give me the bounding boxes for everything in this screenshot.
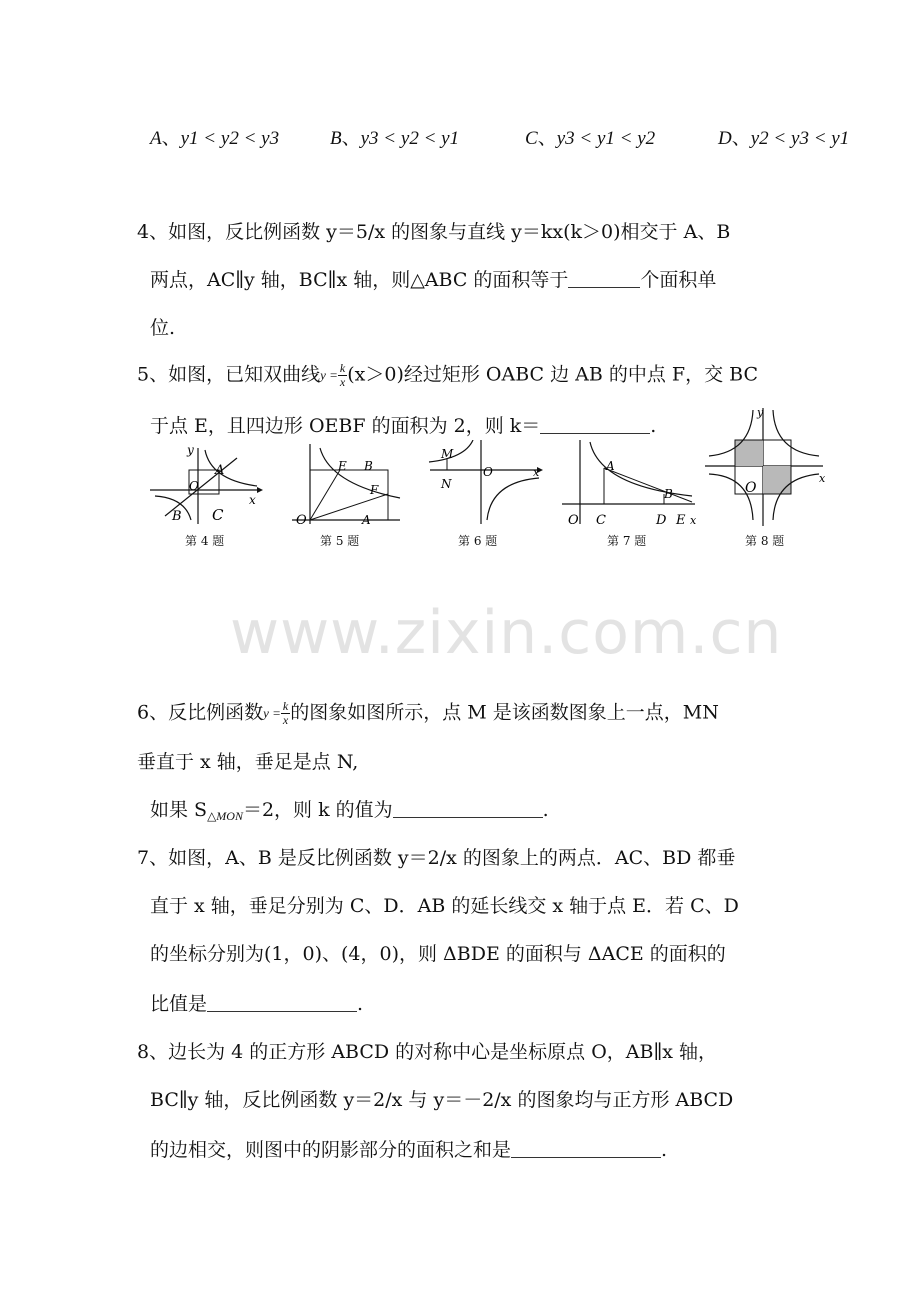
- q6-text-3-pre: 如果 S: [150, 799, 208, 821]
- q4-text-3: 位.: [150, 317, 176, 339]
- fig6-label-n: N: [441, 477, 452, 491]
- figure-6: [425, 440, 545, 524]
- q5-number: 5: [137, 363, 150, 386]
- q5-text-2: 于点 E，且四边形 OEBF 的面积为 2，则 k＝: [150, 415, 541, 437]
- fig5-label-e: E: [338, 459, 347, 473]
- fig4-label-c: C: [212, 506, 224, 524]
- q3-option-d-label: D: [718, 128, 732, 149]
- q6-line1: 6、反比例函数y = $\frac{k}{x}$ 的图象如图所示，点 M 是该函数图象上一点，MN: [137, 699, 719, 727]
- q8-text-3: 的边相交，则图中的阴影部分的面积之和是: [150, 1139, 512, 1161]
- fig7-label-e: E: [676, 513, 686, 524]
- caption-fig5: 第 5 题: [320, 534, 360, 548]
- fig7-label-d: D: [656, 513, 667, 524]
- fig4-label-b: B: [172, 509, 182, 524]
- fig7-label-o: O: [568, 513, 579, 524]
- q6-text-3-tail: .: [542, 799, 549, 821]
- q3-option-a-text: y1 < y2 < y3: [180, 128, 280, 149]
- q8-line2: [150, 1088, 733, 1112]
- figure-8: [705, 408, 830, 526]
- q3-option-a-label: A: [150, 128, 162, 149]
- fig4-label-y: y: [187, 443, 194, 457]
- q4-text-1: 如图，反比例函数 y＝5/x 的图象与直线 y＝kx(k＞0)相交于 A、B: [168, 221, 731, 243]
- q8-number: 8: [137, 1041, 150, 1063]
- fig7-label-a: A: [606, 459, 615, 473]
- fig4-line-kx: [165, 458, 237, 516]
- q5-text-1-pre: 如图，已知双曲线: [168, 363, 321, 386]
- figure-4: [145, 440, 265, 524]
- q8-answer-blank[interactable]: [511, 1139, 661, 1158]
- figure-5: [290, 440, 405, 524]
- q6-formula-fraction: [281, 700, 290, 727]
- q6-text-1-pre: 反比例函数: [168, 701, 264, 724]
- q7-answer-blank[interactable]: [207, 993, 357, 1012]
- q6-text-1-post: 的图象如图所示，点 M 是该函数图象上一点，MN: [290, 701, 719, 724]
- q3-option-d-text: y2 < y3 < y1: [750, 128, 850, 149]
- q5-text-2-tail: .: [650, 415, 657, 437]
- q3-option-b: B、y3 < y2 < y1: [330, 127, 460, 149]
- fig4-label-x: x: [249, 493, 256, 507]
- q8-text-1: 边长为 4 的正方形 ABCD 的对称中心是坐标原点 O，AB∥x 轴，: [168, 1041, 717, 1063]
- q5-formula-x: x: [339, 375, 346, 389]
- q7-text-2: 直于 x 轴，垂足分别为 C、D．AB 的延长线交 x 轴于点 E．若 C、D: [150, 895, 739, 917]
- q5-line1: 5、如图，已知双曲线y = $\frac{k}{x}$ (x＞0)经过矩形 OABC 边 AB 的中点 F，交 BC: [137, 361, 758, 389]
- fig8-hyperbola-q1: [773, 410, 819, 456]
- fig6-label-x: x: [533, 466, 540, 479]
- q8-text-3-tail: .: [661, 1139, 668, 1161]
- fig7-label-b: B: [664, 487, 673, 501]
- q7-number: 7: [137, 847, 150, 869]
- fig8-label-x: x: [819, 472, 826, 485]
- q6-formula-lhs: y =: [263, 705, 281, 721]
- q3-option-c: C、y3 < y1 < y2: [525, 127, 656, 149]
- q4-text-2: 两点，AC∥y 轴，BC∥x 轴，则△ABC 的面积等于: [150, 269, 569, 291]
- q7-line3: [150, 942, 726, 966]
- q3-option-c-text: y3 < y1 < y2: [556, 128, 656, 149]
- fig8-label-y: y: [757, 408, 764, 419]
- q4-line2: [150, 268, 716, 292]
- fig7-line-ae: [604, 468, 692, 502]
- q7-text-4: 比值是: [150, 993, 208, 1015]
- q7-line2: [150, 894, 739, 918]
- q3-option-d: D、y2 < y3 < y1: [718, 127, 850, 149]
- q8-line1: 8、边长为 4 的正方形 ABCD 的对称中心是坐标原点 O，AB∥x 轴，: [137, 1041, 717, 1063]
- fig6-label-o: O: [483, 465, 493, 479]
- fig4-hyperbola-q1: [205, 450, 257, 486]
- q7-text-3: 的坐标分别为(1，0)、(4，0)，则 ΔBDE 的面积与 ΔACE 的面积的: [150, 943, 726, 965]
- caption-fig7: 第 7 题: [607, 534, 647, 548]
- q7-text-4-tail: .: [357, 993, 364, 1015]
- q8-line3: [150, 1138, 667, 1162]
- fig7-label-x: x: [690, 514, 697, 524]
- q6-text-3-post: ＝2，则 k 的值为: [242, 799, 393, 821]
- q5-answer-blank[interactable]: [540, 415, 650, 434]
- figure-7: [560, 440, 700, 524]
- fig6-label-m: M: [441, 447, 454, 461]
- q6-answer-blank[interactable]: [393, 799, 543, 818]
- q5-line2: [150, 414, 656, 438]
- q7-line1: 7、如图，A、B 是反比例函数 y＝2/x 的图象上的两点．AC、BD 都垂: [137, 847, 736, 869]
- q3-option-b-label: B: [330, 128, 342, 149]
- q8-text-2: BC∥y 轴，反比例函数 y＝2/x 与 y＝－2/x 的图象均与正方形 ABCD: [150, 1089, 734, 1111]
- q3-option-a: A、y1 < y2 < y3: [150, 127, 280, 149]
- caption-fig6: 第 6 题: [458, 534, 498, 548]
- q4-answer-blank[interactable]: [568, 269, 640, 288]
- q6-line3: [150, 798, 549, 828]
- fig4-x-arrow: [257, 487, 263, 493]
- q6-text-2: 垂直于 x 轴，垂足是点 N,: [137, 751, 359, 773]
- q4-number: 4: [137, 221, 150, 243]
- fig4-label-a: A: [215, 463, 225, 478]
- q5-text-1-post: (x＞0)经过矩形 OABC 边 AB 的中点 F，交 BC: [347, 363, 758, 386]
- fig5-label-o: O: [296, 513, 307, 524]
- caption-fig8: 第 8 题: [745, 534, 785, 548]
- q4-text-2-tail: 个面积单: [640, 269, 717, 291]
- fig4-label-o: O: [189, 479, 199, 493]
- fig8-label-o: O: [745, 480, 757, 496]
- q4-line1: 4、如图，反比例函数 y＝5/x 的图象与直线 y＝kx(k＞0)相交于 A、B: [137, 221, 731, 243]
- fig7-label-c: C: [596, 513, 606, 524]
- q6-text-3-sub: △MON: [207, 809, 243, 823]
- watermark: www.zixin.com.cn: [230, 598, 783, 668]
- caption-fig4: 第 4 题: [185, 534, 225, 548]
- q3-option-c-label: C: [525, 128, 538, 149]
- q4-line3: [150, 316, 175, 340]
- q6-formula-k: k: [282, 699, 289, 713]
- fig8-shade-br: [763, 466, 791, 494]
- q5-formula-lhs: y =: [320, 367, 338, 383]
- q3-option-b-text: y3 < y2 < y1: [360, 128, 460, 149]
- q7-line4: [150, 992, 363, 1016]
- q6-formula-x: x: [282, 713, 289, 727]
- fig5-label-a: A: [362, 513, 371, 524]
- q5-formula-fraction: [338, 362, 347, 389]
- fig5-line-of: [310, 494, 388, 520]
- q7-text-1: 如图，A、B 是反比例函数 y＝2/x 的图象上的两点．AC、BD 都垂: [168, 847, 736, 869]
- fig5-label-f: F: [370, 483, 379, 497]
- q6-line2: [137, 750, 358, 774]
- fig6-hyperbola-q4: [487, 478, 539, 520]
- fig5-label-b: B: [364, 459, 373, 473]
- q5-formula-k: k: [339, 361, 346, 375]
- fig5-line-oe: [310, 470, 340, 520]
- q6-number: 6: [137, 701, 150, 724]
